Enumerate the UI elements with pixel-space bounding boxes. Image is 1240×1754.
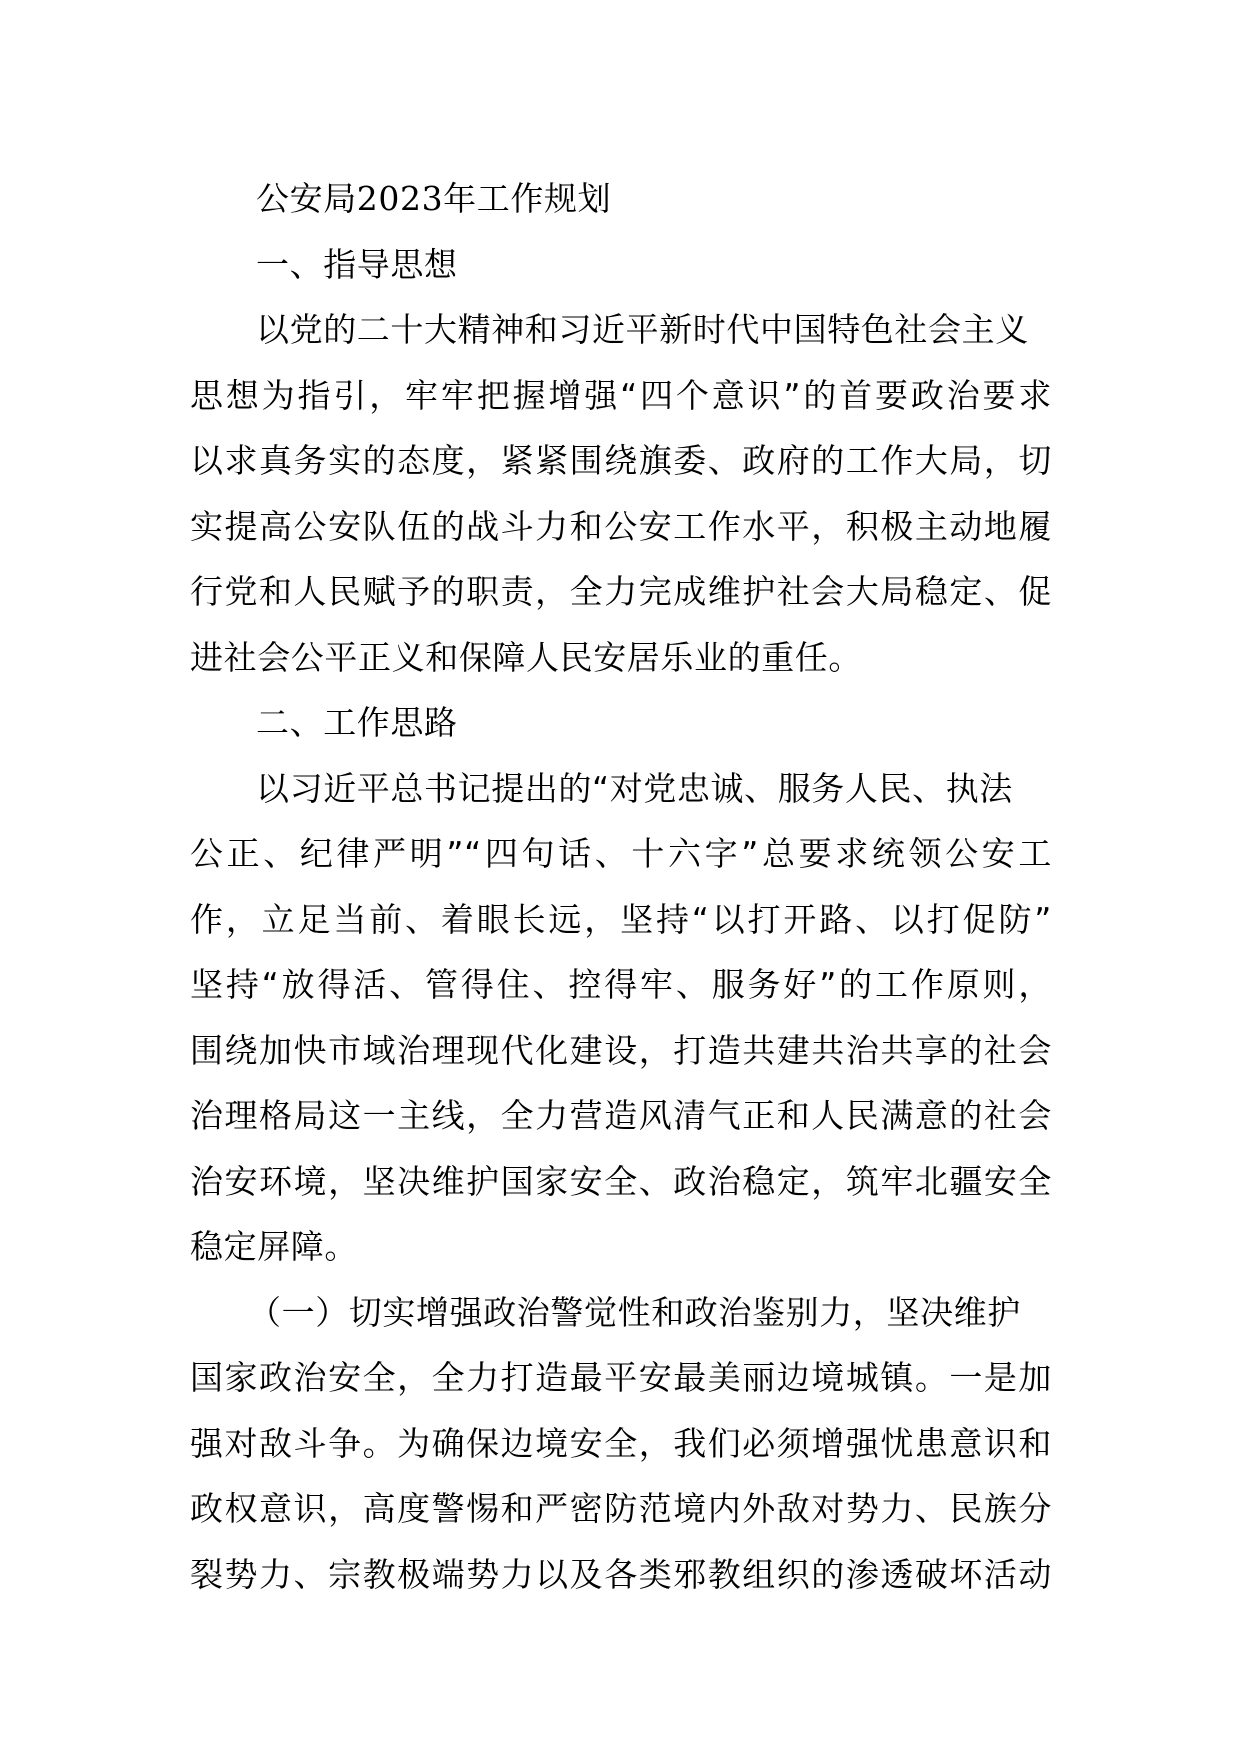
paragraph-line: 公正、纪律严明”“四句话、十六字”总要求统领公安工 <box>190 834 1052 873</box>
paragraph-line: 围绕加快市域治理现代化建设，打造共建共治共享的社会 <box>190 1030 1052 1070</box>
document-title: 公安局2023年工作规划 <box>256 179 612 218</box>
paragraph-line: 国家政治安全，全力打造最平安最美丽边境城镇。一是加 <box>190 1358 1052 1397</box>
paragraph-line: 裂势力、宗教极端势力以及各类邪教组织的渗透破坏活动 <box>190 1554 1052 1594</box>
paragraph-line: 稳定屏障。 <box>190 1227 358 1266</box>
section-heading-work-approach: 二、工作思路 <box>256 703 458 742</box>
paragraph-line: 思想为指引，牢牢把握增强“四个意识”的首要政治要求 <box>190 375 1052 415</box>
document-body <box>190 166 1052 1607</box>
paragraph-line: 治理格局这一主线，全力营造风清气正和人民满意的社会 <box>190 1096 1052 1135</box>
paragraph-line: 强对敌斗争。为确保边境安全，我们必须增强忧患意识和 <box>190 1423 1052 1463</box>
paragraph-line: 政权意识，高度警惕和严密防范境内外敌对势力、民族分 <box>190 1489 1052 1528</box>
paragraph-line: 实提高公安队伍的战斗力和公安工作水平，积极主动地履 <box>190 506 1052 546</box>
paragraph-line: 以党的二十大精神和习近平新时代中国特色社会主义 <box>256 310 1029 349</box>
subsection-heading-line: （一）切实增强政治警觉性和政治鉴别力，坚决维护 <box>248 1292 1021 1332</box>
paragraph-line: 作，立足当前、着眼长远，坚持“以打开路、以打促防” <box>190 899 1052 939</box>
paragraph-line: 行党和人民赋予的职责，全力完成维护社会大局稳定、促 <box>190 572 1052 611</box>
paragraph-line: 进社会公平正义和保障人民安居乐业的重任。 <box>190 637 862 677</box>
paragraph-line: 治安环境，坚决维护国家安全、政治稳定，筑牢北疆安全 <box>190 1161 1052 1201</box>
paragraph-line: 以习近平总书记提出的“对党忠诚、服务人民、执法 <box>256 768 1013 808</box>
paragraph-line: 坚持“放得活、管得住、控得牢、服务好”的工作原则， <box>190 965 1052 1004</box>
paragraph-line: 以求真务实的态度，紧紧围绕旗委、政府的工作大局，切 <box>190 441 1052 480</box>
section-heading-guiding-ideology: 一、指导思想 <box>256 244 458 284</box>
